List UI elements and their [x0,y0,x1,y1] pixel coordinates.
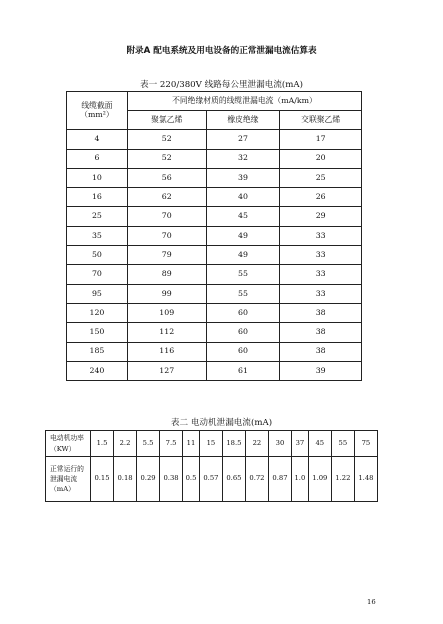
table-cell: 112 [127,323,206,342]
leakage-current-cell: 0.87 [268,457,291,502]
table-cell: 52 [127,130,206,149]
column-header-pvc: 聚氯乙烯 [127,111,206,130]
motor-power-cell: 11 [183,431,200,457]
table-row [67,130,362,149]
table-cell: 50 [67,246,128,265]
table-cell: 60 [206,303,280,322]
table-cell: 39 [206,168,280,187]
table-cell: 45 [206,207,280,226]
table-row [67,168,362,187]
table-cell: 60 [206,342,280,361]
table-cell: 127 [127,361,206,380]
motor-power-cell: 30 [268,431,291,457]
table-cell: 70 [127,226,206,245]
table-cell: 55 [206,284,280,303]
table-cell: 33 [280,246,362,265]
table-row [67,226,362,245]
table-cell: 33 [280,284,362,303]
table-row [67,188,362,207]
table-cell: 70 [127,207,206,226]
table-cell: 38 [280,303,362,322]
table-cell: 20 [280,149,362,168]
leakage-current-label: 正常运行的泄漏电流（mA） [46,457,91,502]
motor-power-cell: 7.5 [160,431,183,457]
table-cell: 49 [206,246,280,265]
appendix-title: 附录A 配电系统及用电设备的正常泄漏电流估算表 [126,46,317,56]
motor-power-cell: 22 [245,431,268,457]
leakage-current-cell: 1.0 [291,457,308,502]
motor-power-cell: 37 [291,431,308,457]
table-cell: 6 [67,149,128,168]
motor-power-cell: 55 [331,431,354,457]
table-cell: 62 [127,188,206,207]
table-cell: 27 [206,130,280,149]
table-row [67,342,362,361]
leakage-current-cell: 0.72 [245,457,268,502]
table-cell: 55 [206,265,280,284]
table-cell: 99 [127,284,206,303]
table-cell: 120 [67,303,128,322]
table-cell: 16 [67,188,128,207]
page-number: 16 [367,598,376,606]
table-cell: 25 [67,207,128,226]
table-cell: 52 [127,149,206,168]
table-cell: 79 [127,246,206,265]
leakage-current-cell: 0.29 [137,457,160,502]
table-cell: 38 [280,323,362,342]
motor-leakage-table [45,430,378,502]
table-row [67,246,362,265]
table-cell: 70 [67,265,128,284]
table-cell: 29 [280,207,362,226]
leakage-current-cell: 0.38 [160,457,183,502]
table-row [67,284,362,303]
table-cell: 32 [206,149,280,168]
table-cell: 17 [280,130,362,149]
motor-power-cell: 1.5 [91,431,114,457]
motor-power-cell: 75 [354,431,377,457]
table-cell: 39 [280,361,362,380]
table-cell: 116 [127,342,206,361]
table-row [67,149,362,168]
table-cell: 240 [67,361,128,380]
leakage-current-cell: 1.09 [308,457,331,502]
table-row [67,323,362,342]
table-cell: 4 [67,130,128,149]
column-header-xlpe: 交联聚乙烯 [280,111,362,130]
table-row [67,303,362,322]
table-cell: 25 [280,168,362,187]
table-cell: 26 [280,188,362,207]
leakage-current-cell: 0.65 [222,457,245,502]
leakage-current-cell: 0.57 [199,457,222,502]
table-cell: 150 [67,323,128,342]
table-cell: 33 [280,226,362,245]
insulation-group-header: 不同绝缘材质的线缆泄漏电流（mA/km） [127,92,361,111]
table-row [67,361,362,380]
leakage-current-cell: 1.22 [331,457,354,502]
table-cell: 95 [67,284,128,303]
table-row [67,265,362,284]
table-cell: 60 [206,323,280,342]
column-header-rubber: 橡皮绝缘 [206,111,280,130]
leakage-current-cell: 0.18 [114,457,137,502]
cable-section-header: 线缆截面（mm²） [67,92,128,130]
table-cell: 56 [127,168,206,187]
leakage-current-cell: 0.15 [91,457,114,502]
table-cell: 89 [127,265,206,284]
motor-power-cell: 5.5 [137,431,160,457]
table-cell: 61 [206,361,280,380]
motor-power-cell: 45 [308,431,331,457]
table-cell: 185 [67,342,128,361]
cable-leakage-table [66,91,362,381]
motor-power-cell: 15 [199,431,222,457]
table2-caption: 表二 电动机泄漏电流(mA) [170,418,273,428]
motor-power-cell: 2.2 [114,431,137,457]
motor-power-label: 电动机功率（KW） [46,431,91,457]
motor-power-cell: 18.5 [222,431,245,457]
table-cell: 38 [280,342,362,361]
table-cell: 35 [67,226,128,245]
leakage-current-cell: 1.48 [354,457,377,502]
leakage-current-cell: 0.5 [183,457,200,502]
table-cell: 10 [67,168,128,187]
table-cell: 40 [206,188,280,207]
table-cell: 49 [206,226,280,245]
table-row [67,207,362,226]
table1-caption: 表一 220/380V 线路每公里泄漏电流(mA) [140,80,303,90]
table-cell: 109 [127,303,206,322]
table-cell: 33 [280,265,362,284]
